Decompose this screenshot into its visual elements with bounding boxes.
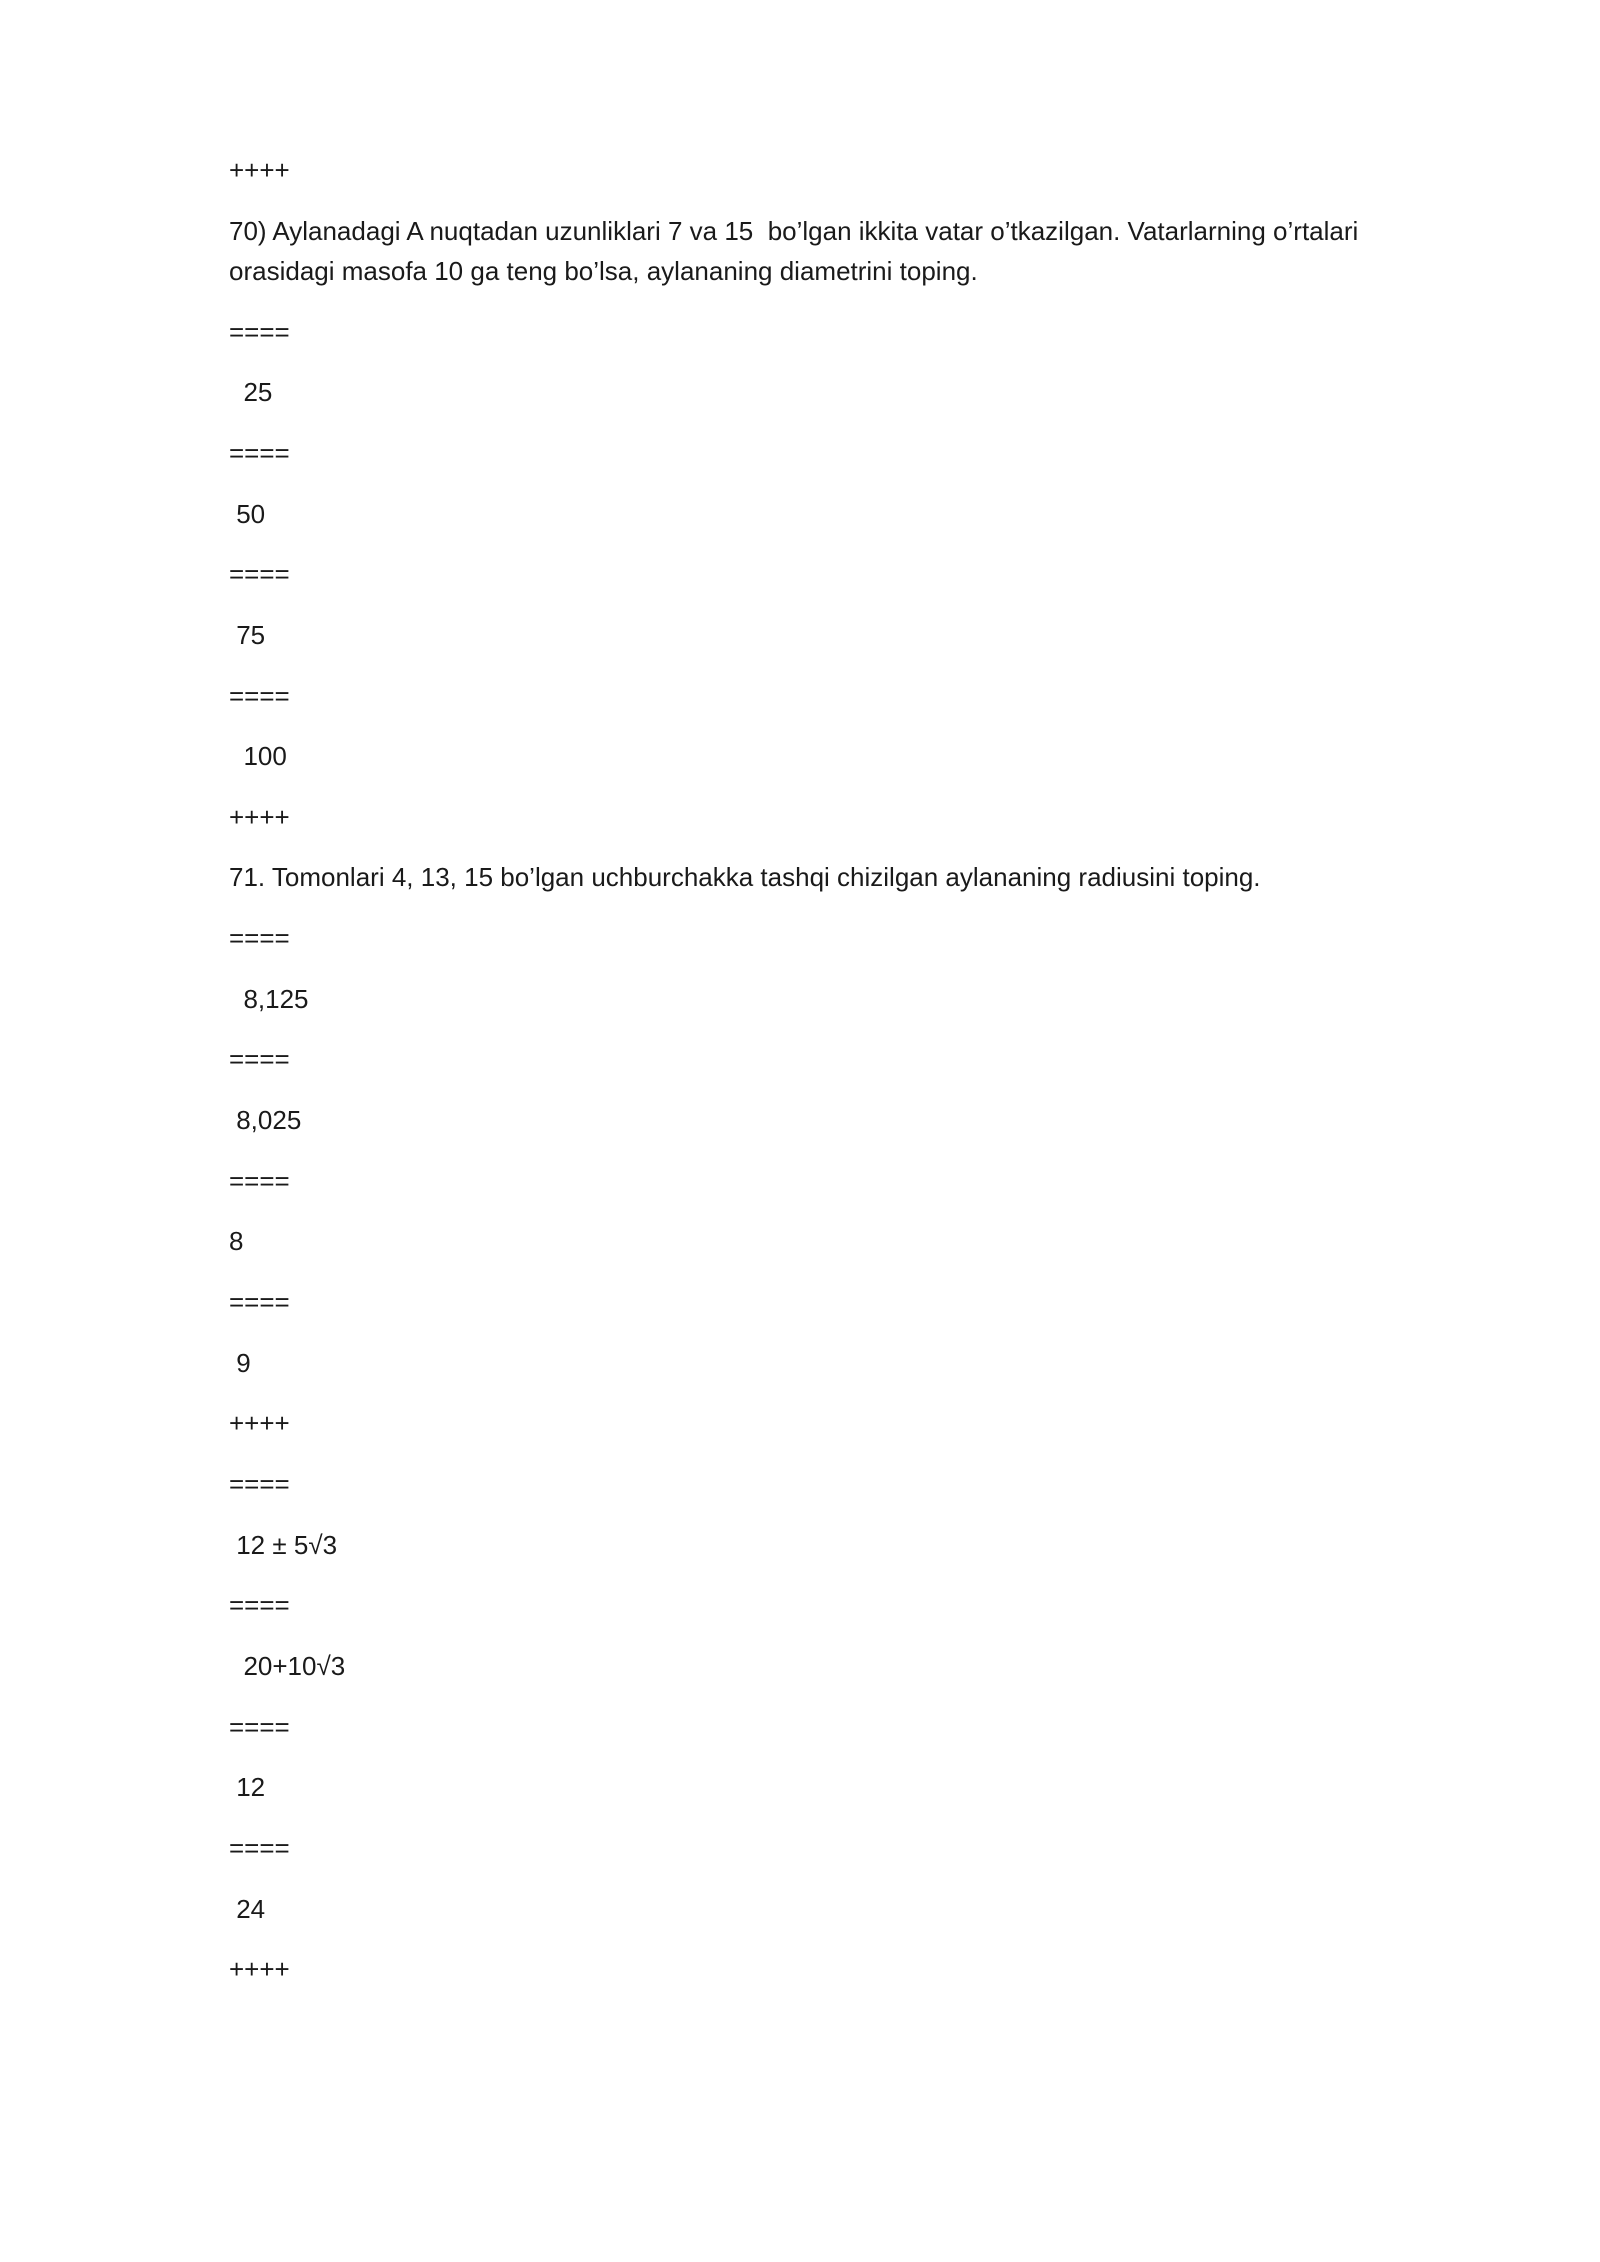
separator-equals: ==== bbox=[229, 1833, 290, 1863]
separator-equals: ==== bbox=[229, 317, 290, 347]
separator-equals: ==== bbox=[229, 1044, 290, 1074]
separator-equals: ==== bbox=[229, 438, 290, 468]
separator-plus: ++++ bbox=[229, 1954, 290, 1984]
separator-equals: ==== bbox=[229, 923, 290, 953]
answer-option: 12 bbox=[229, 1772, 266, 1802]
answer-option: 75 bbox=[229, 620, 266, 650]
answer-option: 9 bbox=[229, 1348, 251, 1378]
answer-option: 8,025 bbox=[229, 1105, 302, 1135]
question-71: 71. Tomonlari 4, 13, 15 bo’lgan uchburchakka tashqi chizilgan aylananing radiusini toping. bbox=[229, 862, 1261, 892]
separator-equals: ==== bbox=[229, 559, 290, 589]
answer-option: 24 bbox=[229, 1894, 266, 1924]
separator-plus: ++++ bbox=[229, 155, 290, 185]
answer-option: 100 bbox=[229, 741, 287, 771]
answer-option: 50 bbox=[229, 499, 266, 529]
answer-option: 12 ± 5√3 bbox=[229, 1530, 338, 1560]
separator-equals: ==== bbox=[229, 1469, 290, 1499]
answer-option: 20+10√3 bbox=[229, 1651, 346, 1681]
answer-option: 8 bbox=[229, 1226, 244, 1256]
separator-equals: ==== bbox=[229, 1287, 290, 1317]
answer-option: 25 bbox=[229, 377, 273, 407]
separator-equals: ==== bbox=[229, 1712, 290, 1742]
question-70 bbox=[229, 211, 1429, 291]
separator-equals: ==== bbox=[229, 681, 290, 711]
separator-equals: ==== bbox=[229, 1590, 290, 1620]
separator-equals: ==== bbox=[229, 1166, 290, 1196]
separator-plus: ++++ bbox=[229, 1408, 290, 1438]
separator-plus: ++++ bbox=[229, 802, 290, 832]
question-70-line-1: 70) Aylanadagi A nuqtadan uzunliklari 7 va 15 bo’lgan ikkita vatar o’tkazilgan. Vatarlarning o’rtalari bbox=[229, 216, 1359, 246]
question-70-line-2: orasidagi masofa 10 ga teng bo’lsa, aylananing diametrini toping. bbox=[229, 256, 978, 286]
answer-option: 8,125 bbox=[229, 984, 309, 1014]
